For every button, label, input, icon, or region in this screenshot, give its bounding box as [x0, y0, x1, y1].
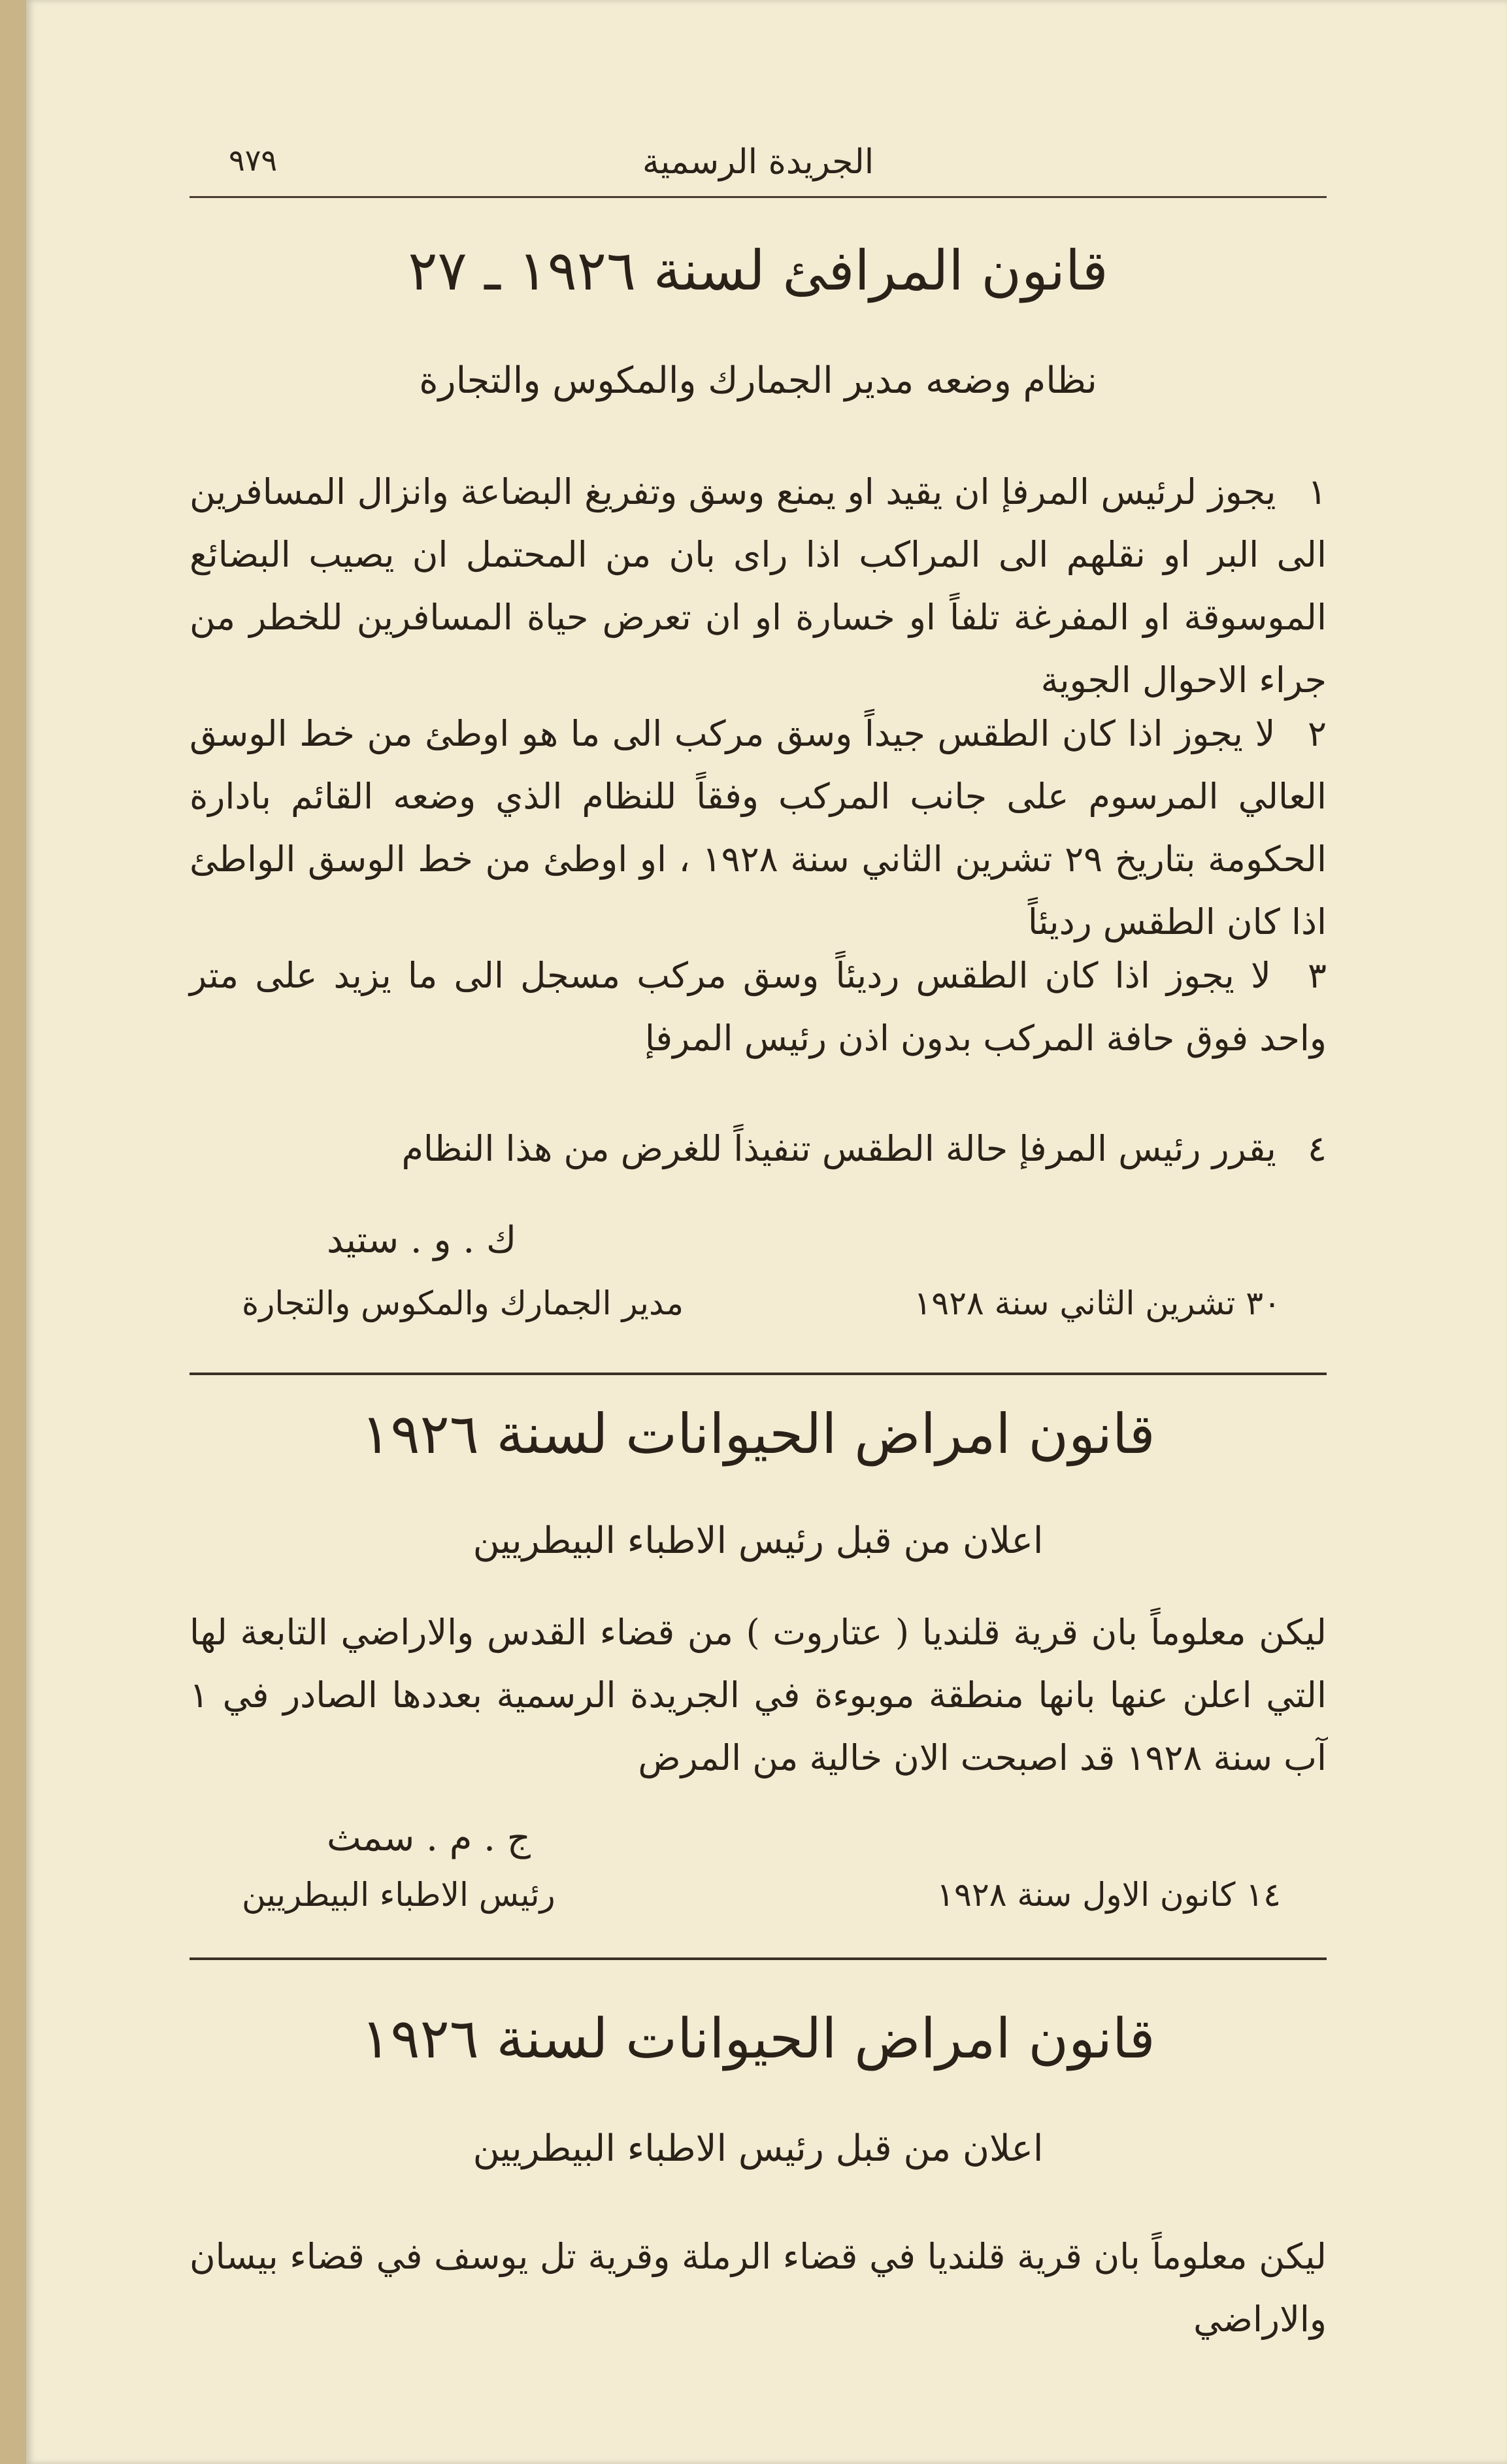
page-number: ٩٧٩: [229, 142, 278, 178]
section1-title: قانون المرافئ لسنة ١٩٢٦ ـ ٢٧: [408, 239, 1108, 303]
section2-signature-name: ج . م . سمث: [327, 1817, 531, 1859]
section1-item-4: [190, 1118, 1327, 1180]
header-rule: [190, 196, 1327, 198]
section2-title: قانون امراض الحيوانات لسنة ١٩٢٦: [361, 1402, 1155, 1466]
item-text: لا يجوز اذا كان الطقس رديئاً وسق مركب مسجل الى ما يزيد على متر واحد فوق حافة المركب بدون اذن رئيس المرفإ: [190, 955, 1327, 1059]
section2-body: ليكن معلوماً بان قرية قلنديا ( عتاروت ) من قضاء القدس والاراضي التابعة لها التي اعلن عنها بانها منطقة موبوءة في الجريدة الرسمية بعددها الصادر في ١ آب سنة ١٩٢٨ قد اصبحت الان خالية من المرض: [190, 1612, 1327, 1778]
page-header: [190, 131, 1327, 196]
section2-subtitle: اعلان من قبل رئيس الاطباء البيطريين: [472, 1520, 1044, 1562]
section2-date: ١٤ كانون الاول سنة ١٩٢٨: [936, 1876, 1281, 1914]
item-text: يقرر رئيس المرفإ حالة الطقس تنفيذاً للغرض من هذا النظام: [401, 1128, 1276, 1169]
section1-date: ٣٠ تشرين الثاني سنة ١٩٢٨: [914, 1284, 1281, 1322]
item-text: لا يجوز اذا كان الطقس جيداً وسق مركب الى ما هو اوطئ من خط الوسق العالي المرسوم على جانب المركب وفقاً للنظام الذي وضعه القائم بادارة الحكومة بتاريخ ٢٩ تشرين الثاني سنة ١٩٢٨ ، او اوطئ من خط الوسق الواطئ اذا كان الطقس رديئاً: [190, 713, 1327, 942]
item-number: ١: [1307, 471, 1327, 512]
item-number: ٢: [1307, 713, 1327, 754]
item-number: ٤: [1307, 1128, 1327, 1169]
section3-title: قانون امراض الحيوانات لسنة ١٩٢٦: [361, 2006, 1155, 2071]
section1-signature-name: ك . و . ستيد: [327, 1219, 517, 1261]
gazette-title: الجريدة الرسمية: [642, 142, 874, 182]
section1-item-1: [190, 461, 1327, 712]
section3-body: ليكن معلوماً بان قرية قلنديا في قضاء الرملة وقرية تل يوسف في قضاء بيسان والاراضي: [190, 2236, 1327, 2340]
item-number: ٣: [1307, 955, 1327, 996]
section-divider-2: [190, 1957, 1327, 1960]
section1-item-3: [190, 944, 1327, 1070]
section2-signature-title: رئيس الاطباء البيطريين: [242, 1876, 555, 1914]
gazette-page: [26, 0, 1507, 2464]
section1-signature-title: مدير الجمارك والمكوس والتجارة: [242, 1284, 684, 1322]
section3-subtitle: اعلان من قبل رئيس الاطباء البيطريين: [472, 2127, 1044, 2170]
item-text: يجوز لرئيس المرفإ ان يقيد او يمنع وسق وتفريغ البضاعة وانزال المسافرين الى البر او نقلهم الى المراكب اذا راى بان من المحتمل ان يصيب البضائع الموسوقة او المفرغة تلفاً او خسارة او ان تعرض حياة المسافرين للخطر من جراء الاحوال الجوية: [190, 471, 1327, 701]
section1-subtitle: نظام وضعه مدير الجمارك والمكوس والتجارة: [419, 359, 1097, 402]
section1-item-2: [190, 703, 1327, 954]
section-divider-1: [190, 1373, 1327, 1375]
